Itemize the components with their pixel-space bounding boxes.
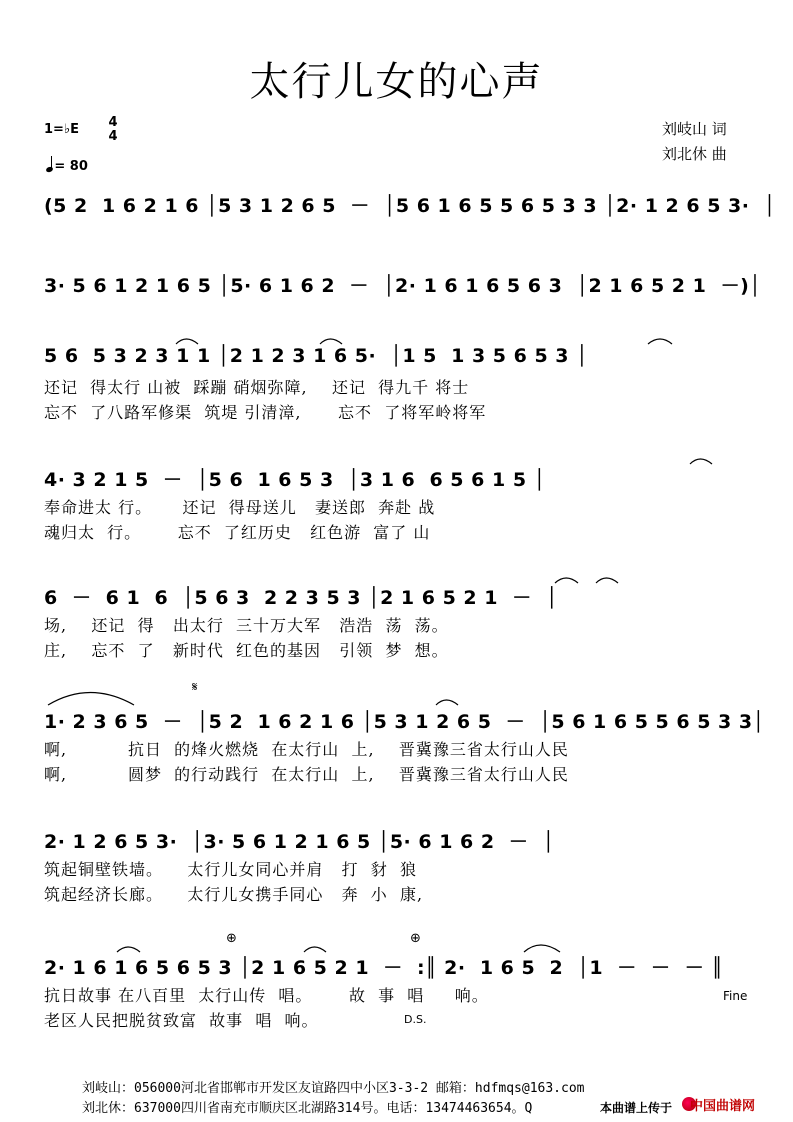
notation-row-5: 6 － 6 1 6 │5 6 3 2 2 3 5 3 │2 1 6 5 2 1 － │ xyxy=(44,587,558,609)
slur xyxy=(524,945,560,952)
meter-numerator: 4 xyxy=(108,115,118,130)
lyric-row-4-verse-2: 魂归太 行。 忘不 了红历史 红色游 富了 山 xyxy=(44,523,431,542)
lyric-row-4-verse-1: 奉命进太 行。 还记 得母送儿 妻送郎 奔赴 战 xyxy=(44,498,436,517)
slur xyxy=(176,339,198,344)
lyric-row-7-verse-1: 筑起铜壁铁墙。 太行儿女同心并肩 打 豺 狼 xyxy=(44,860,417,879)
site-logo[interactable]: 中国曲谱网 xyxy=(690,1099,756,1114)
lyric-row-3-verse-1: 还记 得太行 山被 踩蹦 硝烟弥障, 还记 得九千 将士 xyxy=(44,378,470,397)
footer-contact-1: 刘岐山：056000河北省邯郸市开发区友谊路四中小区3-3-2 邮箱：hdfmqs@163.com xyxy=(82,1081,585,1096)
note-stem-icon xyxy=(51,156,52,168)
notation-row-2: 3· 5 6 1 2 1 6 5 │5· 6 1 6 2 － │2· 1 6 1 6 5 6 3 │2 1 6 5 2 1 －)│ xyxy=(44,275,762,297)
notation-row-6: 1· 2 3 6 5 － │5 2 1 6 2 1 6 │5 3 1 2 6 5 － │5 6 1 6 5 5 6 5 3 3│ xyxy=(44,711,765,733)
lyric-row-8-verse-2: 老区人民把脱贫致富 故事 唱 响。 xyxy=(44,1011,319,1030)
notation-row-8: 2· 1 6 1 6 5 6 5 3 │2 1 6 5 2 1 － :║ 2· 1 6 5 2 │1 － － － ║ xyxy=(44,957,724,979)
composer-credit: 刘北休 曲 xyxy=(662,145,727,163)
notation-row-4: 4· 3 2 1 5 － │5 6 1 6 5 3 │3 1 6 6 5 6 1 5 │ xyxy=(44,469,546,491)
lyric-row-5-verse-1: 场, 还记 得 出太行 三十万大军 浩浩 荡 荡。 xyxy=(44,616,449,635)
quarter-note-icon xyxy=(45,166,53,173)
notation-row-7: 2· 1 2 6 5 3· │3· 5 6 1 2 1 6 5 │5· 6 1 6 2 － │ xyxy=(44,831,555,853)
lyric-row-7-verse-2: 筑起经济长廊。 太行儿女携手同心 奔 小 康, xyxy=(44,885,424,904)
notation-row-1: (5 2 1 6 2 1 6 │5 3 1 2 6 5 － │5 6 1 6 5 5 6 5 3 3 │2· 1 2 6 5 3· │ xyxy=(44,195,776,217)
fine-marking: Fine xyxy=(723,989,748,1003)
slur xyxy=(48,693,134,706)
time-signature xyxy=(106,116,120,144)
lyric-row-8-verse-1: 抗日故事 在八百里 太行山传 唱。 故 事 唱 响。 xyxy=(44,986,489,1005)
coda-icon-2: ⊕ xyxy=(410,931,421,946)
notation-row-3: 5 6 5 3 2 3 1 1 │2 1 2 3 1 6 5· │1 5 1 3 5 6 5 3 │ xyxy=(44,345,589,367)
lyricist-credit: 刘岐山 词 xyxy=(662,120,727,138)
lyric-row-5-verse-2: 庄, 忘不 了 新时代 红色的基因 引领 梦 想。 xyxy=(44,641,449,660)
tempo-marking xyxy=(46,158,88,174)
slur xyxy=(320,339,342,344)
lyric-row-6-verse-2: 啊, 圆梦 的行动践行 在太行山 上, 晋冀豫三省太行山人民 xyxy=(44,765,569,784)
slur xyxy=(690,459,712,464)
tempo-value: = 80 xyxy=(54,159,88,174)
slur xyxy=(304,947,326,952)
page-title: 太行儿女的心声 xyxy=(249,59,544,105)
lyric-row-3-verse-2: 忘不 了八路军修渠 筑堤 引清漳, 忘不 了将军岭将军 xyxy=(44,403,487,422)
ds-marking: D.S. xyxy=(404,1013,427,1026)
slur xyxy=(436,700,458,705)
slur xyxy=(117,947,140,952)
meter-denominator: 4 xyxy=(108,129,118,144)
segno-icon: 𝄋 xyxy=(192,680,198,695)
credits xyxy=(662,117,727,167)
slur xyxy=(648,339,672,344)
footer-contact-2: 刘北休：637000四川省南充市顺庆区北湖路314号。电话：13474463654。Q xyxy=(82,1101,533,1116)
upload-note: 本曲谱上传于 xyxy=(600,1101,673,1115)
lyric-row-6-verse-1: 啊, 抗日 的烽火燃烧 在太行山 上, 晋冀豫三省太行山人民 xyxy=(44,740,569,759)
coda-icon: ⊕ xyxy=(226,931,237,946)
key-signature: 1=♭E xyxy=(44,122,79,137)
